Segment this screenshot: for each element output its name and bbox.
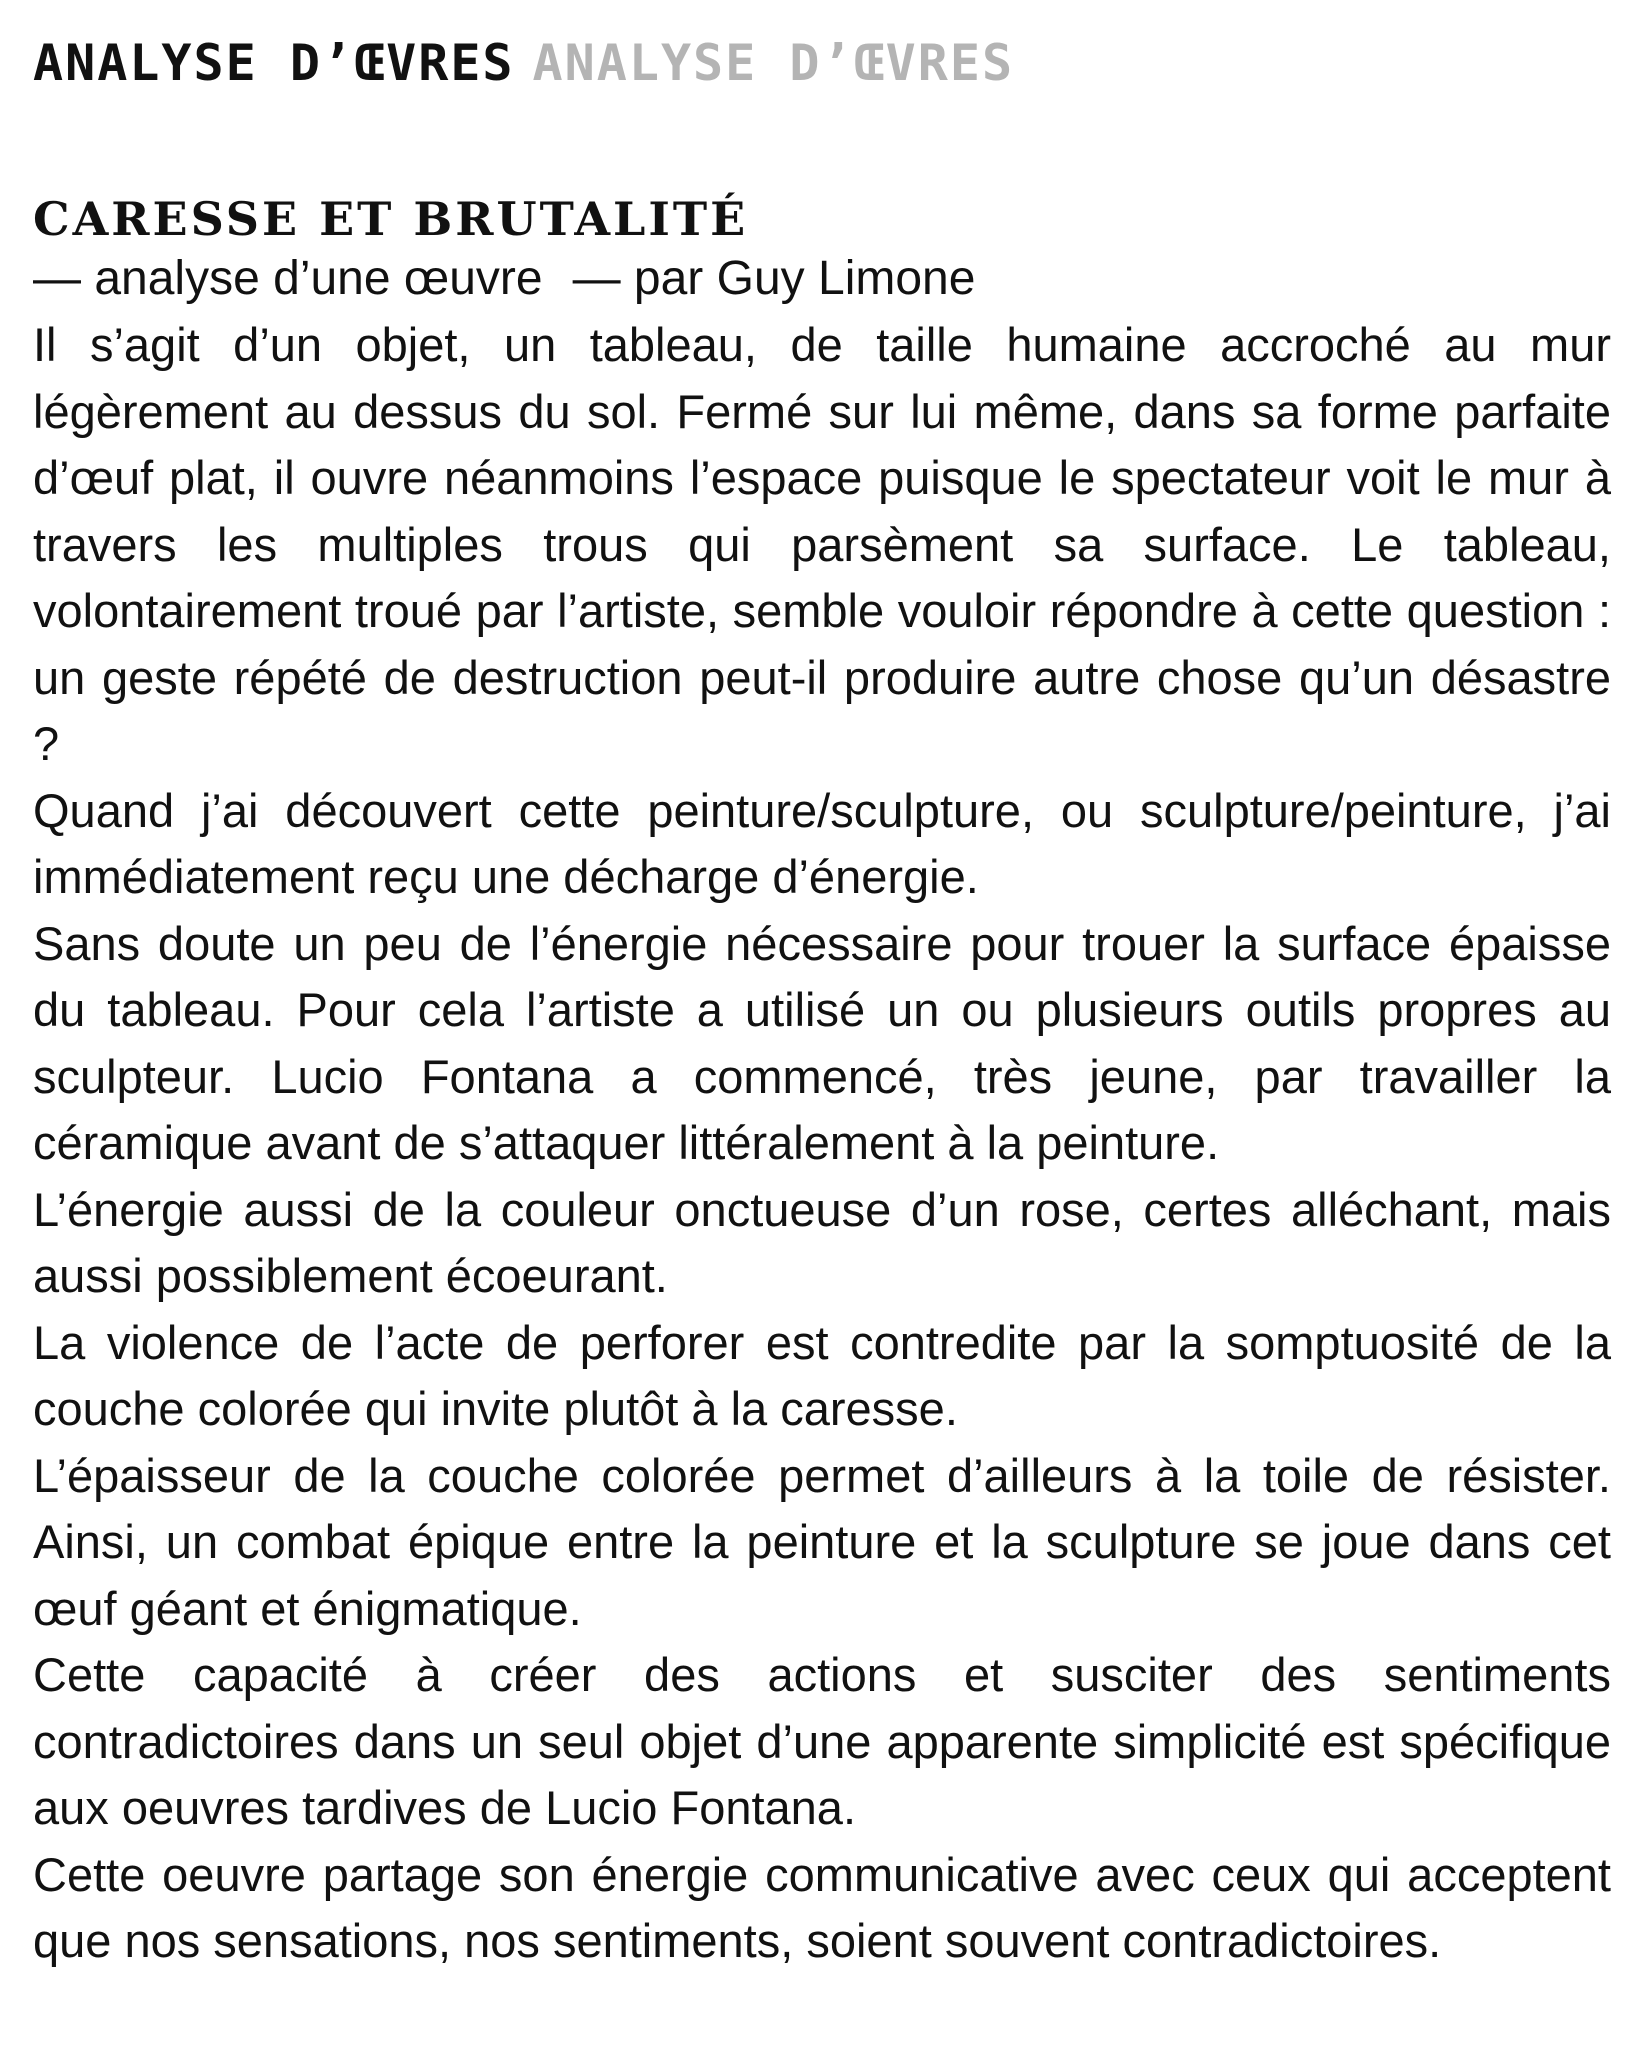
paragraph: Sans doute un peu de l’énergie nécessaire pour trouer la surface épaisse du tableau. Pour cela l’artiste a utilisé un ou plusieurs outils propres au sculpteur. Lucio Fontana a commencé, très jeune, par travailler la céramique avant de s’attaquer littéralement à la peinture. [33, 916, 1611, 1169]
article-subtitle [33, 246, 1611, 312]
paragraph: Cette capacité à créer des actions et susciter des sentiments contradictoires dans un seul objet d’une apparente simplicité est spécifique aux oeuvres tardives de Lucio Fontana. [33, 1648, 1611, 1834]
paragraph: Quand j’ai découvert cette peinture/sculpture, ou sculpture/peinture, j’ai immédiatement reçu une décharge d’énergie. [33, 783, 1611, 903]
section-label: ANALYSE D’ŒVRES [33, 34, 515, 92]
paragraph: La violence de l’acte de perforer est contredite par la somptuosité de la couche colorée qui invite plutôt à la caresse. [33, 1315, 1611, 1435]
article-body [33, 312, 1611, 1975]
paragraph: Cette oeuvre partage son énergie communicative avec ceux qui acceptent que nos sensations, nos sentiments, soient souvent contradictoires. [33, 1847, 1611, 1967]
subtitle-author: — par Guy Limone [572, 252, 976, 305]
paragraph: L’épaisseur de la couche colorée permet d’ailleurs à la toile de résister. Ainsi, un combat épique entre la peinture et la sculpture se joue dans cet œuf géant et énigmatique. [33, 1448, 1611, 1635]
paragraph: L’énergie aussi de la couleur onctueuse d’un rose, certes alléchant, mais aussi possiblement écoeurant. [33, 1182, 1611, 1302]
document-page [33, 0, 1611, 1975]
article-title: CARESSE ET BRUTALITÉ [33, 192, 749, 246]
section-label-echo: ANALYSE D’ŒVRES [532, 34, 1015, 92]
section-header [33, 30, 1611, 96]
subtitle-analysis: — analyse d’une œuvre [33, 252, 543, 305]
paragraph: Il s’agit d’un objet, un tableau, de taille humaine accroché au mur légèrement au dessus du sol. Fermé sur lui même, dans sa forme parfaite d’œuf plat, il ouvre néanmoins l’espace puisque le spectateur voit le mur à travers les multiples trous qui parsèment sa surface. Le tableau, volontairement troué par l’artiste, semble vouloir répondre à cette question : un geste répété de destruction peut-il produire autre chose qu’un désastre ? [33, 318, 1611, 770]
